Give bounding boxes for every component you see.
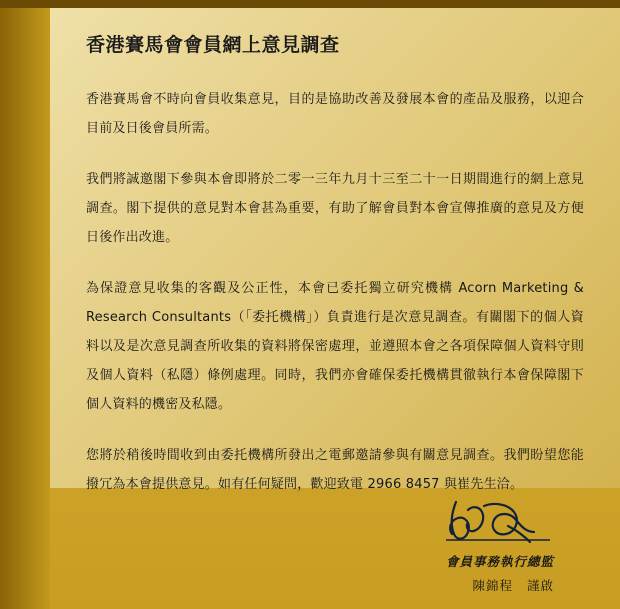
signature-name: 陳錦程	[472, 578, 513, 593]
left-edge-band	[0, 8, 50, 609]
page-title: 香港賽馬會會員網上意見調查	[86, 34, 340, 56]
signature-area	[50, 488, 620, 609]
letter-body	[86, 32, 584, 499]
signature-block	[308, 496, 568, 594]
paragraph-2: 我們將誠邀閣下參與本會即將於二零一三年九月十三至二十一日期間進行的網上意見調查。閣下提供的意見對本會甚為重要，有助了解會員對本會宣傳推廣的意見及方便日後作出改進。	[86, 171, 584, 245]
signature-closing: 謹啟	[526, 578, 554, 593]
paragraph-3: 為保證意見收集的客觀及公正性，本會已委托獨立研究機構 Acorn Marketing & Research Consultants（「委托機構」）負責進行是次意見調查。有關閣下的個人資料以及是次意見調查所收集的資料將保密處理，並遵照本會之各項保障個人資料守則及個人資料（私隱）條例處理。同時，我們亦會確保委托機構貫徹執行本會保障閣下個人資料的機密及私隱。	[86, 280, 584, 412]
letter-content-panel	[50, 8, 620, 492]
paragraph-4: 您將於稍後時間收到由委托機構所發出之電郵邀請參與有關意見調查。我們盼望您能撥冗為本會提供意見。如有任何疑問，歡迎致電 2966 8457 與崔先生洽。	[86, 447, 584, 492]
signature-name-line	[308, 576, 568, 594]
paragraph-1: 香港賽馬會不時向會員收集意見，目的是協助改善及發展本會的產品及服務，以迎合目前及日後會員所需。	[86, 91, 584, 136]
signature-title: 會員事務執行總監	[445, 554, 554, 569]
signature-mark-icon	[308, 496, 568, 548]
top-border-bar	[0, 0, 620, 8]
